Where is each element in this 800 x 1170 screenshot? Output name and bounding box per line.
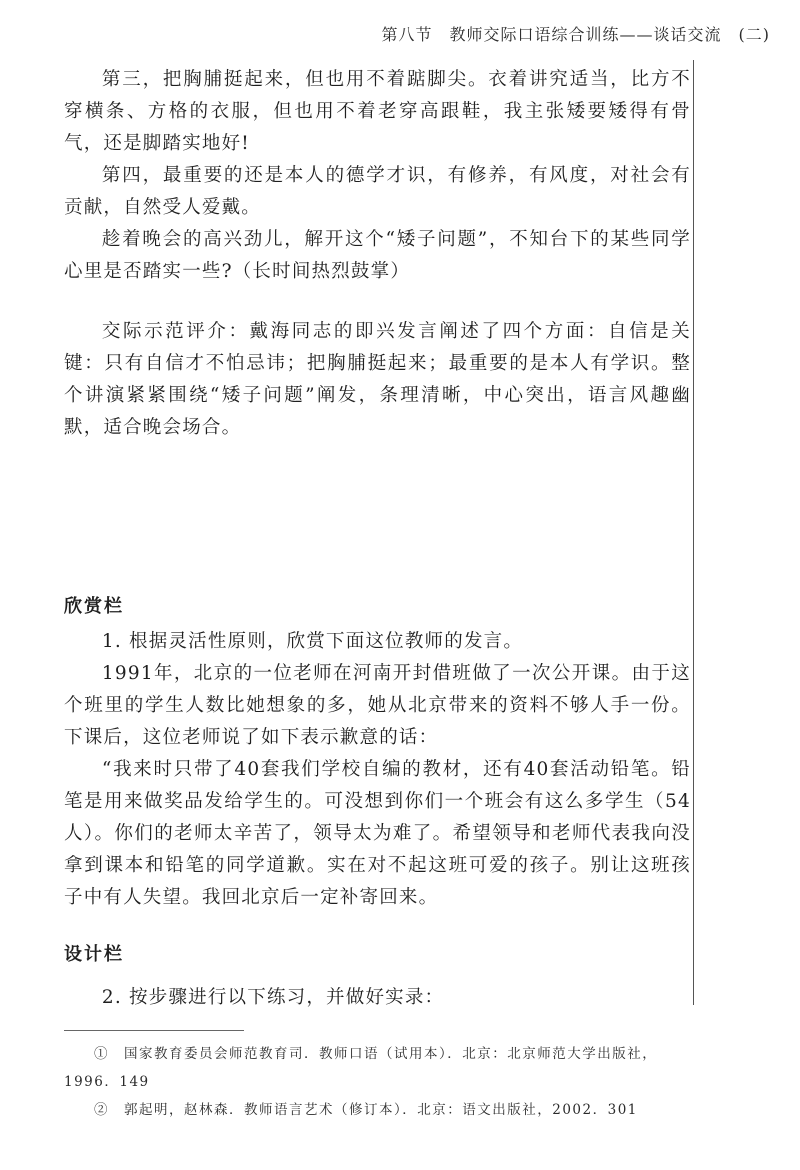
running-header: 第八节 教师交际口语综合训练——谈话交流 (二) — [381, 25, 770, 44]
margin-rule — [693, 60, 694, 1005]
text-block-design — [64, 982, 691, 1014]
footnote-1: ① 国家教育委员会师范教育司．教师口语（试用本）．北京：北京师范大学出版社， — [94, 1046, 658, 1062]
footnote-separator — [64, 1030, 244, 1031]
text-block-appreciate — [64, 626, 691, 914]
paragraph: “我来时只带了40套我们学校自编的教材，还有40套活动铅笔。铅笔是用来做奖品发给学生的。可没想到你们一个班会有这么多学生（54人）。你们的老师太辛苦了，领导太为难了。希望领导和老师代表我向没拿到课本和铅笔的同学道歉。实在对不起这班可爱的孩子。别让这班孩子中有人失望。我回北京后一定补寄回来。 — [64, 759, 691, 908]
footnotes — [64, 1040, 704, 1124]
footnote-2: ② 郭起明，赵林森．教师语言艺术（修订本）．北京：语文出版社，2002．301 — [94, 1102, 638, 1118]
paragraph: 2. 按步骤进行以下练习，并做好实录： — [101, 987, 445, 1008]
section-title-appreciate: 欣赏栏 — [64, 596, 124, 617]
text-block-commentary — [64, 316, 691, 444]
footnote-1-continuation: 1996．149 — [64, 1074, 150, 1090]
paragraph: 1991年，北京的一位老师在河南开封借班做了一次公开课。由于这个班里的学生人数比她想象的多，她从北京带来的资料不够人手一份。下课后，这位老师说了如下表示歉意的话： — [64, 663, 691, 748]
paragraph: 交际示范评介：戴海同志的即兴发言阐述了四个方面：自信是关键：只有自信才不怕忌讳；把胸脯挺起来；最重要的是本人有学识。整个讲演紧紧围绕“矮子问题”阐发，条理清晰，中心突出，语言风趣幽默，适合晚会场合。 — [64, 321, 691, 438]
paragraph: 第三，把胸脯挺起来，但也用不着踮脚尖。衣着讲究适当，比方不穿横条、方格的衣服，但也用不着老穿高跟鞋，我主张矮要矮得有骨气，还是脚踏实地好! — [64, 69, 691, 154]
paragraph: 趁着晚会的高兴劲儿，解开这个“矮子问题”，不知台下的某些同学心里是否踏实一些?（长时间热烈鼓掌） — [64, 229, 691, 282]
paragraph: 1. 根据灵活性原则，欣赏下面这位教师的发言。 — [101, 631, 524, 652]
paragraph: 第四，最重要的还是本人的德学才识，有修养，有风度，对社会有贡献，自然受人爱戴。 — [64, 165, 691, 218]
section-title-design: 设计栏 — [64, 944, 124, 965]
text-block-speech-continued — [64, 64, 691, 288]
